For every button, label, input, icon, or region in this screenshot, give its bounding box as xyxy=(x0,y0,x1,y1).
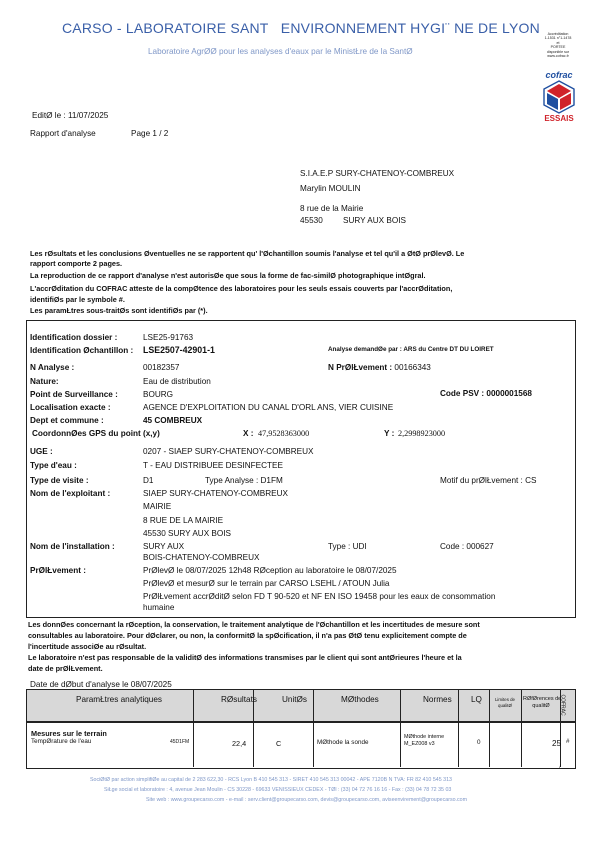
ref-value: 25 xyxy=(552,739,562,748)
refs-line: RØfØrences de xyxy=(523,696,562,702)
installation-line: BOIS-CHATENOY-COMBREUX xyxy=(143,553,260,562)
param-code: 45D1FM xyxy=(170,739,190,745)
disclaimer-line: identifiØs par le symbole #. xyxy=(30,295,125,304)
point-value: BOURG xyxy=(143,390,174,399)
notice-line: Les donnØes concernant la rØception, la conservation, le traitement analytique de l'Øchantillon et les incertitudes de mesure sont xyxy=(28,620,480,629)
code-psv: Code PSV : 0000001568 xyxy=(440,389,532,398)
col-header-refs xyxy=(523,696,562,710)
installation-line: SURY AUX xyxy=(143,542,185,551)
cofrac-logo-icon xyxy=(541,70,577,122)
param-name: TempØrature de l'eau xyxy=(31,738,92,745)
prelevement-label: PrØlŁvement : xyxy=(30,566,86,575)
exploitant-line: MAIRIE xyxy=(143,502,172,511)
limits-line: qualitØ xyxy=(498,703,512,708)
echantillon-label: Identification Øchantillon : xyxy=(30,346,134,355)
prelevement-line: PrØlŁvement accrØditØ selon FD T 90-520 et NF EN ISO 19458 pour les eaux de consommation xyxy=(143,592,496,601)
type-eau-value: T - EAU DISTRIBUEE DESINFECTEE xyxy=(143,461,283,470)
n-prelevement-value: 00166343 xyxy=(392,363,431,372)
col-header-norm: Normes xyxy=(423,695,452,704)
footer-line: SiŁge social et laboratoire : 4, avenue Jean Moulin - CS 30228 - 69633 VENISSIEUX CEDEX - TØl : (33) 04 72 76 16 16 - Fax : (33) 04 78 72 35 03 xyxy=(104,787,452,793)
type-visite-label: Type de visite : xyxy=(30,476,89,485)
disclaimer-line: Les paramŁtres sous-traitØs sont identifiØs par (*). xyxy=(30,306,208,315)
nature-value: Eau de distribution xyxy=(143,377,211,386)
prelevement-line: humaine xyxy=(143,603,175,612)
uge-label: UGE : xyxy=(30,447,53,456)
type-eau-label: Type d'eau : xyxy=(30,461,77,470)
table-continuation: ___/___ xyxy=(551,764,570,770)
unit-value: C xyxy=(276,739,282,748)
limits-line: Limites de xyxy=(494,697,515,702)
gps-x-value: 47,9528363000 xyxy=(258,429,310,438)
exploitant-line: SIAEP SURY-CHATENOY-COMBREUX xyxy=(143,489,288,498)
notice-line: consultables au laboratoire. Pour dØclarer, ou non, la conformitØ la spØcification, il n'a pas ØtØ tenu explicitement compte de xyxy=(28,631,467,640)
norm-line: MØthode interne xyxy=(404,734,445,740)
col-header-limits xyxy=(491,697,519,709)
page-number: Page 1 / 2 xyxy=(131,129,169,138)
accreditation-line: PORTEE xyxy=(550,45,566,50)
accreditation-note xyxy=(538,32,578,58)
recipient-org: S.I.A.E.P SURY-CHATENOY-COMBREUX xyxy=(300,169,455,178)
dept-value: 45 COMBREUX xyxy=(143,416,203,425)
report-label: Rapport d'analyse xyxy=(30,129,96,138)
col-header-lq: LQ xyxy=(471,695,482,704)
type-analyse: Type Analyse : D1FM xyxy=(205,476,283,485)
accreditation-line: Accréditation xyxy=(547,32,569,36)
lab-subtitle: Laboratoire AgrØØ pour les analyses d'eaux par le MinistŁre de la SantØ xyxy=(148,47,413,56)
n-prelevement-label: N PrØlŁvement : xyxy=(328,363,393,372)
norm-value xyxy=(404,734,444,748)
n-prelevement xyxy=(328,363,431,372)
disclaimer-line: Les rØsultats et les conclusions Øventuelles ne se rapportent qu' l'Øchantillon soumis l'analyse et tel qu'il a ØtØ prØlevØ. Le xyxy=(30,249,465,258)
col-header-unit: UnitØs xyxy=(282,695,308,704)
svg-text:cofrac: cofrac xyxy=(545,70,573,80)
dossier-value: LSE25-91763 xyxy=(143,333,194,342)
gps-x-label: X : xyxy=(243,429,254,438)
dept-label: Dept et commune : xyxy=(30,416,104,425)
results-table-body xyxy=(26,721,576,769)
installation-label: Nom de l'installation : xyxy=(30,542,115,551)
lq-value: 0 xyxy=(477,739,481,746)
exploitant-line: 45530 SURY AUX BOIS xyxy=(143,529,231,538)
gps-y-label: Y : xyxy=(384,429,395,438)
section-label: Mesures sur le terrain xyxy=(31,729,107,738)
col-header-result: RØsultats xyxy=(221,695,257,704)
recipient-city: SURY AUX BOIS xyxy=(343,216,406,225)
accreditation-line: 1-1531 n°1-1478 xyxy=(544,36,572,41)
col-header-cofrac xyxy=(561,692,573,720)
disclaimer-line: L'accrØditation du COFRAC atteste de la compØtence des laboratoires pour les seuls essais couverts par l'accrØditation, xyxy=(30,284,453,293)
installation-type: Type : UDI xyxy=(328,542,367,551)
localisation-value: AGENCE D'EXPLOITATION DU CANAL D'ORL ANS, VIER CUISINE xyxy=(143,403,394,412)
refs-line: qualitØ xyxy=(532,703,550,709)
disclaimer-line: La reproduction de ce rapport d'analyse n'est autorisØe que sous la forme de fac-similØ photographique intØgral. xyxy=(30,271,426,280)
localisation-label: Localisation exacte : xyxy=(30,403,111,412)
method-value: MØthode la sonde xyxy=(317,739,369,746)
analysis-start-date: Date de dØbut d'analyse le 08/07/2025 xyxy=(30,680,172,689)
col-header-method: MØthodes xyxy=(341,695,379,704)
cofrac-mark: # xyxy=(566,738,570,745)
accreditation-line: et xyxy=(556,40,560,45)
norm-line: M_EZ008 v3 xyxy=(404,741,435,747)
type-visite-value: D1 xyxy=(143,476,154,485)
accreditation-line: www.cofrac.fr xyxy=(547,54,569,59)
recipient-postcode: 45530 xyxy=(300,216,323,225)
exploitant-line: 8 RUE DE LA MAIRIE xyxy=(143,516,224,525)
analysis-requester: Analyse demandØe par : ARS du Centre DT DU LOIRET xyxy=(328,346,494,353)
n-analyse-label: N Analyse : xyxy=(30,363,75,372)
footer-line: Site web : www.groupecarso.com - e-mail : serv.client@groupecarso.com, devis@groupecarso.com, aviseenvirement@groupecarso.com xyxy=(146,797,468,803)
footer-line: SociØtØ par action simplifiØe au capital de 2 283 622,30 - RCS Lyon B 410 545 313 - SIRET 410 545 313 00042 - APE 7120B N TVA: FR 82 410 545 313 xyxy=(90,777,452,783)
gps-label: CoordonnØes GPS du point (x,y) xyxy=(32,429,160,438)
notice-line: date de prØlŁvement. xyxy=(28,664,103,673)
disclaimer-line: rapport comporte 2 pages. xyxy=(30,259,123,268)
n-analyse-value: 00182357 xyxy=(143,363,180,372)
edited-date: EditØ le : 11/07/2025 xyxy=(32,111,109,120)
cofrac-label: COFRAC xyxy=(559,694,566,716)
recipient-street: 8 rue de la Mairie xyxy=(300,204,364,213)
motif-prelevement: Motif du prØlŁvement : CS xyxy=(440,476,537,485)
installation-code: Code : 000627 xyxy=(440,542,494,551)
result-value: 22,4 xyxy=(232,739,247,748)
accreditation-line: disponible sur xyxy=(546,49,570,54)
logo-essais-text: ESSAIS xyxy=(544,114,574,122)
prelevement-line: PrØlevØ et mesurØ sur le terrain par CARSO LSEHL / ATOUN Julia xyxy=(143,579,390,588)
echantillon-value: LSE2507-42901-1 xyxy=(143,345,215,355)
gps-y-value: 2,2998923000 xyxy=(398,429,446,438)
notice-line: Le laboratoire n'est pas responsable de la validitØ des informations transmises par le client qui sont antØrieures l'heure et la xyxy=(28,653,462,662)
lab-title: CARSO - LABORATOIRE SANT ENVIRONNEMENT HYGI¨ NE DE LYON xyxy=(62,20,540,36)
exploitant-label: Nom de l'exploitant : xyxy=(30,489,111,498)
uge-value: 0207 - SIAEP SURY-CHATENOY-COMBREUX xyxy=(143,447,314,456)
col-header-param: ParamŁtres analytiques xyxy=(76,695,163,704)
notice-line: l'incertitude associØe au rØsultat. xyxy=(28,642,147,651)
point-label: Point de Surveillance : xyxy=(30,390,118,399)
dossier-label: Identification dossier : xyxy=(30,333,118,342)
prelevement-line: PrØlevØ le 08/07/2025 12h48 RØception au laboratoire le 08/07/2025 xyxy=(143,566,397,575)
cofrac-logo xyxy=(541,70,577,122)
recipient-name: Marylin MOULIN xyxy=(300,184,361,193)
nature-label: Nature: xyxy=(30,377,59,386)
